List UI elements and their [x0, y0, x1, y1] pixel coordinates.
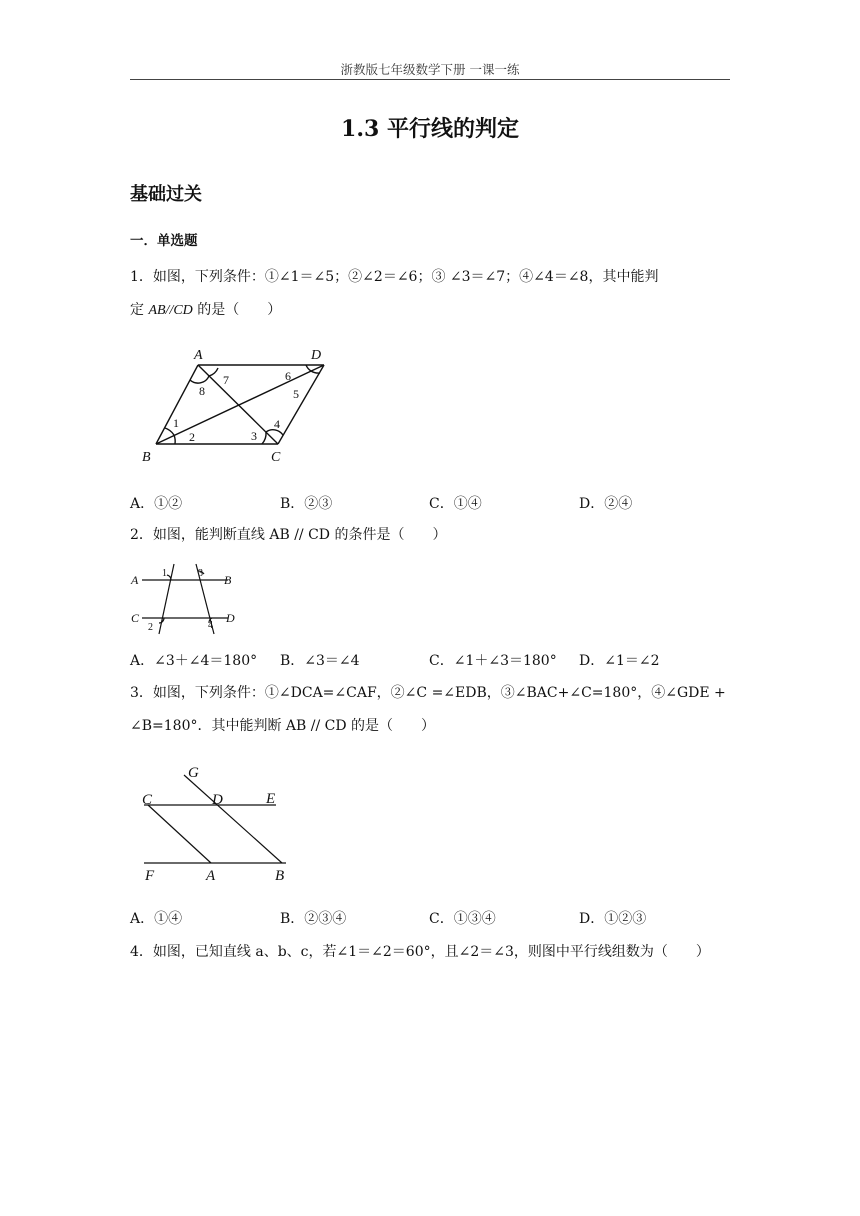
- q3-option-b[interactable]: B．②③④: [280, 911, 347, 927]
- question-3-line-1: 3．如图，下列条件：①∠DCA=∠CAF，②∠C =∠EDB，③∠BAC+∠C=180°，④∠GDE +: [130, 685, 726, 701]
- question-1: [130, 261, 735, 327]
- question-3: [130, 677, 735, 743]
- question-2: [130, 519, 735, 552]
- q1-option-a[interactable]: A．①②: [130, 496, 183, 512]
- q2-angle-2: 2: [148, 622, 153, 633]
- q1-angle-8: 8: [199, 384, 205, 398]
- q3-label-D: D: [212, 792, 223, 808]
- q3-option-c[interactable]: C．①③④: [429, 911, 496, 927]
- question-4: [130, 936, 735, 969]
- page-title: 1.3 平行线的判定: [341, 116, 519, 142]
- q3-label-C: C: [142, 792, 153, 808]
- question-1-options: [130, 493, 735, 515]
- section-heading: 基础过关: [130, 184, 202, 205]
- header-divider: [130, 79, 730, 80]
- q1-option-d[interactable]: D．②④: [579, 496, 633, 512]
- question-1-math: AB//CD: [148, 303, 193, 318]
- q1-label-B: B: [142, 450, 151, 465]
- question-2-figure: [130, 562, 242, 638]
- q3-option-d[interactable]: D．①②③: [579, 911, 647, 927]
- q1-angle-2: 2: [189, 430, 195, 444]
- question-1-line-2-post: 的是（ ）: [192, 302, 282, 318]
- q1-label-C: C: [271, 450, 281, 465]
- q3-label-G: G: [188, 765, 199, 781]
- q3-label-B: B: [275, 868, 285, 884]
- question-4-line-1: 4．如图，已知直线 a、b、c，若∠1＝∠2＝60°，且∠2＝∠3，则图中平行线组数为（ ）: [130, 944, 710, 960]
- question-2-line-1: 2．如图，能判断直线 AB // CD 的条件是（ ）: [130, 527, 447, 543]
- q1-angle-1: 1: [173, 416, 179, 430]
- q3-option-a[interactable]: A．①④: [130, 911, 183, 927]
- question-1-line-2: [130, 294, 735, 327]
- q2-angle-1: 1: [162, 568, 167, 579]
- q1-angle-5: 5: [293, 387, 299, 401]
- q3-label-F: F: [145, 868, 155, 884]
- q1-option-b[interactable]: B．②③: [280, 496, 333, 512]
- q2-label-B: B: [224, 573, 232, 587]
- question-1-figure: [138, 343, 338, 468]
- q2-angle-4: 4: [208, 620, 213, 631]
- q1-label-A: A: [194, 348, 203, 363]
- q2-option-c[interactable]: C．∠1＋∠3＝180°: [429, 653, 557, 669]
- q2-option-b[interactable]: B．∠3＝∠4: [280, 653, 360, 669]
- subsection-heading: 一．单选题: [130, 233, 198, 249]
- q3-label-A: A: [206, 868, 216, 884]
- question-1-line-1: 1．如图，下列条件：①∠1＝∠5；②∠2＝∠6；③ ∠3＝∠7；④∠4＝∠8，其中能判: [130, 269, 659, 285]
- question-2-options: [130, 650, 735, 672]
- q3-label-E: E: [266, 791, 276, 807]
- q2-label-D: D: [226, 611, 235, 625]
- q1-angle-6: 6: [285, 369, 291, 383]
- question-3-line-2: ∠B=180°．其中能判断 AB // CD 的是（ ）: [130, 718, 436, 734]
- question-1-line-2-pre: 定: [130, 302, 149, 318]
- q1-angle-7: 7: [223, 373, 229, 387]
- q2-option-a[interactable]: A．∠3＋∠4＝180°: [130, 653, 258, 669]
- q2-option-d[interactable]: D．∠1＝∠2: [579, 653, 660, 669]
- question-3-figure: [136, 758, 296, 886]
- q1-angle-4: 4: [274, 417, 280, 431]
- q2-label-A: A: [131, 573, 139, 587]
- q2-angle-3: 3: [198, 568, 203, 579]
- q1-option-c[interactable]: C．①④: [429, 496, 482, 512]
- question-3-options: [130, 908, 735, 930]
- q1-label-D: D: [311, 348, 322, 363]
- page-header: 浙教版七年级数学下册 一课一练: [340, 62, 520, 77]
- q1-angle-3: 3: [251, 429, 257, 443]
- q2-label-C: C: [131, 611, 140, 625]
